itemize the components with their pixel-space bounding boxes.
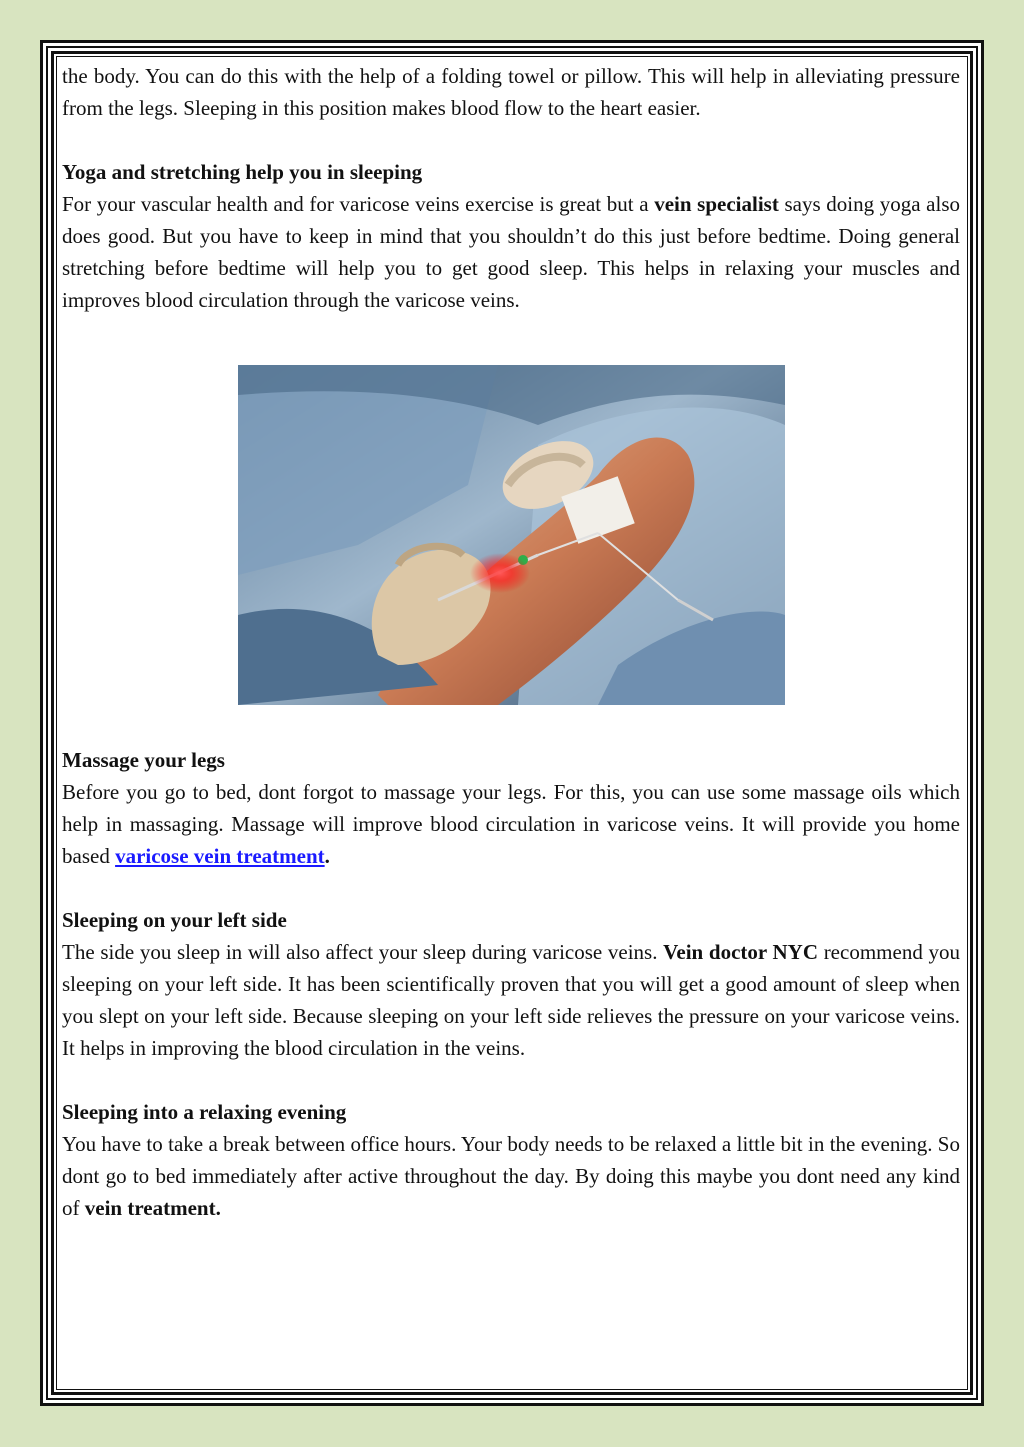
vein-specialist-bold: vein specialist <box>654 192 779 216</box>
massage-text-start: Before you go to bed, dont forgot to massage your legs. For this, you can use some massage oils which help in massaging. Massage will improve blood circulation in varicose veins. It will provide you home based <box>62 780 960 868</box>
left-side-text-start: The side you sleep in will also affect your sleep during varicose veins. <box>62 940 664 964</box>
left-side-text-end: recommend you sleeping on your left side. It has been scientifically proven that you will get a good amount of sleep when you slept on your left side. Because sleeping on your left side relieves the pressure on your varicose veins. It helps in improving the blood circulation in the veins. <box>62 940 960 1060</box>
yoga-text-end: says doing yoga also does good. But you have to keep in mind that you shouldn’t do this just before bedtime. Doing general stretching before bedtime will help you to get good sleep. This helps in relaxing your muscles and improves blood circulation through the varicose veins. <box>62 192 961 312</box>
left-side-paragraph <box>62 936 960 1064</box>
evening-heading: Sleeping into a relaxing evening <box>62 1100 347 1124</box>
evening-paragraph <box>62 1128 960 1224</box>
yoga-heading: Yoga and stretching help you in sleeping <box>62 160 423 184</box>
vein-procedure-photo <box>238 365 785 705</box>
intro-paragraph: the body. You can do this with the help of a folding towel or pillow. This will help in alleviating pressure from the legs. Sleeping in this position makes blood flow to the heart easier. <box>62 64 960 120</box>
document-body <box>62 60 960 1224</box>
evening-text-start: You have to take a break between office hours. Your body needs to be relaxed a little bit in the evening. So dont go to bed immediately after active throughout the day. By doing this maybe you dont need any kind of <box>62 1132 960 1220</box>
massage-heading: Massage your legs <box>62 748 225 772</box>
varicose-vein-treatment-link[interactable]: varicose vein treatment <box>115 844 325 868</box>
vein-treatment-bold: vein treatment. <box>84 1196 221 1220</box>
massage-text-end: . <box>324 844 330 868</box>
massage-paragraph <box>62 776 960 872</box>
left-side-heading: Sleeping on your left side <box>62 908 287 932</box>
yoga-paragraph <box>62 188 960 316</box>
yoga-text-start: For your vascular health and for varicose veins exercise is great but a <box>62 192 655 216</box>
vein-doctor-nyc-bold: Vein doctor NYC <box>663 940 819 964</box>
